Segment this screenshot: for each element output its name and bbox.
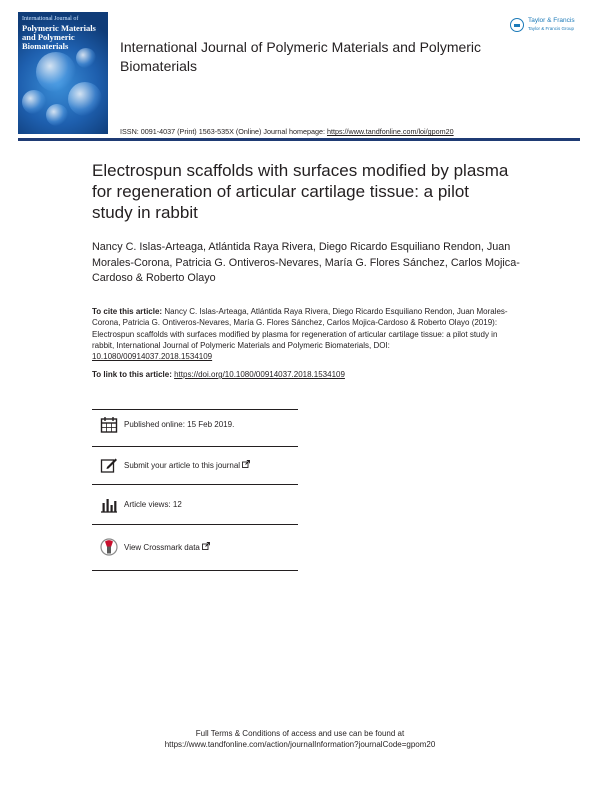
crossmark-row[interactable] xyxy=(100,538,300,558)
crossmark-icon xyxy=(100,538,118,556)
journal-cover-image xyxy=(18,12,108,134)
submit-article-label: Submit your article to this journal xyxy=(124,461,241,470)
article-title: Electrospun scaffolds with surfaces modified by plasma for regeneration of articular cartilage tissue: a pilot study in rabbit xyxy=(92,161,509,222)
divider xyxy=(92,446,298,447)
article-link-line xyxy=(92,370,345,379)
article-views: Article views: 12 xyxy=(124,500,182,509)
external-link-icon xyxy=(242,460,250,468)
issn-line xyxy=(120,127,454,136)
cover-subtitle: International Journal of xyxy=(22,16,79,22)
article-views-row xyxy=(100,496,300,516)
cover-bubble xyxy=(22,90,46,114)
footer-terms-text: Full Terms & Conditions of access and use can be found at xyxy=(195,729,405,738)
cover-bubble xyxy=(76,48,96,68)
citation-block xyxy=(92,306,512,362)
submit-article-row[interactable] xyxy=(100,456,300,476)
crossmark-label: View Crossmark data xyxy=(124,543,200,552)
journal-homepage-link[interactable]: https://www.tandfonline.com/loi/gpom20 xyxy=(326,127,454,136)
divider xyxy=(92,484,298,485)
divider xyxy=(92,570,298,571)
edit-icon xyxy=(100,456,118,474)
header-divider xyxy=(18,138,580,141)
bar-chart-icon xyxy=(100,496,118,514)
publisher-logo-icon xyxy=(510,18,524,32)
cover-bubble xyxy=(46,104,68,126)
citation-doi-link[interactable]: 10.1080/00914037.2018.1534109 xyxy=(92,352,213,362)
cover-bubble xyxy=(36,52,76,92)
publisher-logo-name: Taylor & Francis xyxy=(528,17,575,24)
citation-label: To cite this article: xyxy=(92,307,165,316)
footer xyxy=(100,728,500,750)
published-date: Published online: 15 Feb 2019. xyxy=(124,420,235,429)
issn-text: ISSN: 0091-4037 (Print) 1563-535X (Online) Journal homepage: xyxy=(120,127,327,136)
citation-text: Nancy C. Islas-Arteaga, Atlántida Raya Rivera, Diego Ricardo Esquiliano Rendon, Juan Morales-Corona, Patricia G. Ontiveros-Nevares, María G. Flores Sánchez, Carlos Mojica-Cardoso & Roberto Olayo (2019): Electrospun scaffolds with surfaces modified by plasma for regeneration of articular cartilage tissue: a pilot study in rabbit, International Journal of Polymeric Materials and Polymeric Biomaterials, DOI: xyxy=(92,307,508,350)
calendar-icon xyxy=(100,416,118,434)
footer-terms-url[interactable]: https://www.tandfonline.com/action/journalInformation?journalCode=gpom20 xyxy=(164,740,436,749)
article-link-label: To link to this article: xyxy=(92,370,175,379)
cover-title: Polymeric Materials and Polymeric Biomaterials xyxy=(22,23,96,51)
submit-article-link[interactable] xyxy=(124,460,250,470)
crossmark-link[interactable] xyxy=(124,542,210,552)
publisher-logo[interactable] xyxy=(510,16,590,38)
divider xyxy=(92,409,298,410)
divider xyxy=(92,524,298,525)
cover-bubble xyxy=(68,82,102,116)
journal-title: International Journal of Polymeric Materials and Polymeric Biomaterials xyxy=(120,39,482,74)
article-authors: Nancy C. Islas-Arteaga, Atlántida Raya Rivera, Diego Ricardo Esquiliano Rendon, Juan Morales-Corona, Patricia G. Ontiveros-Nevares, María G. Flores Sánchez, Carlos Mojica-Cardoso & Roberto Olayo xyxy=(92,241,520,284)
external-link-icon xyxy=(202,542,210,550)
published-row xyxy=(100,416,300,436)
article-doi-link[interactable]: https://doi.org/10.1080/00914037.2018.1534109 xyxy=(174,370,345,379)
publisher-logo-sub: Taylor & Francis Group xyxy=(528,26,575,31)
